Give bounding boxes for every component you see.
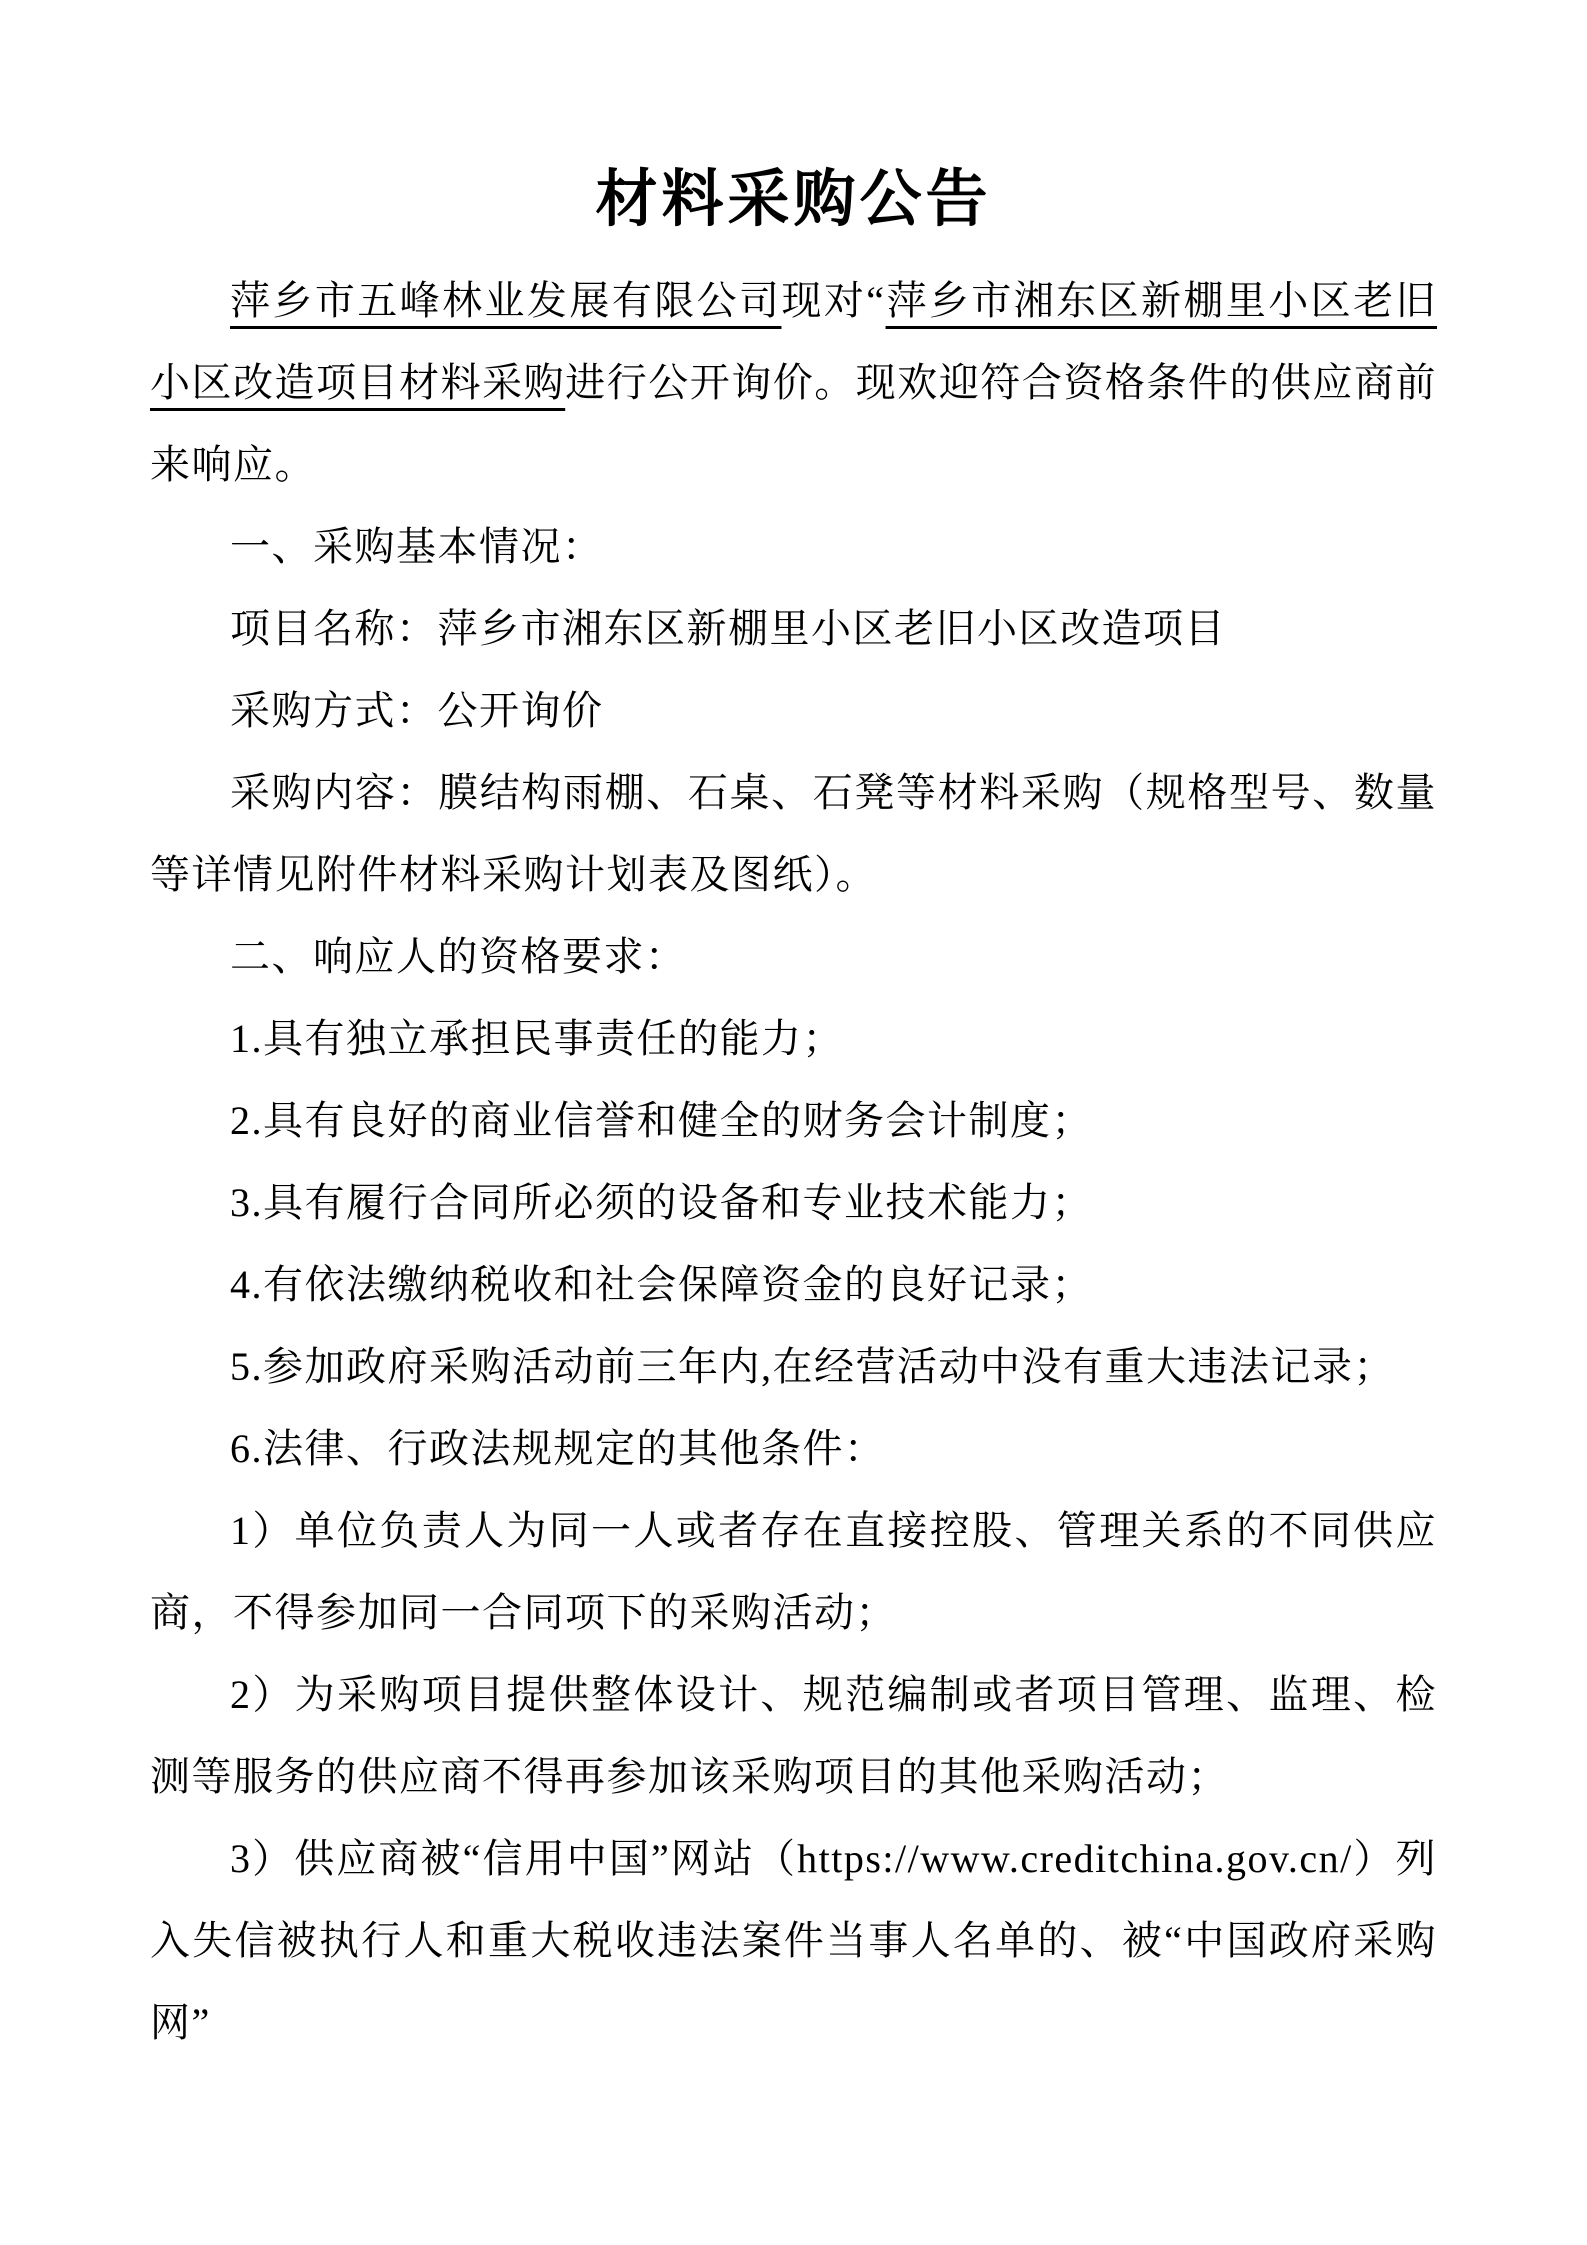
qualification-item-2: 2.具有良好的商业信誉和健全的财务会计制度； — [230, 1098, 1093, 1143]
section-1-heading: 一、采购基本情况： — [230, 524, 604, 569]
underlined-project-name: 萍乡市湘东区新棚里小区老旧小区改造项目材料采购 — [150, 278, 1437, 405]
intro-connector-text: 现对“ — [781, 278, 886, 323]
other-condition-3: 3）供应商被“信用中国”网站（https://www.creditchina.gov.cn/）列入失信被执行人和重大税收违法案件当事人名单的、被“中国政府采购网” — [150, 1836, 1437, 2045]
underlined-company-name: 萍乡市五峰林业发展有限公司 — [230, 278, 782, 323]
qualification-item-1: 1.具有独立承担民事责任的能力； — [230, 1016, 844, 1061]
intro-paragraph — [150, 260, 1437, 506]
section-2-heading: 二、响应人的资格要求： — [230, 934, 687, 979]
other-condition-1: 1）单位负责人为同一人或者存在直接控股、管理关系的不同供应商，不得参加同一合同项下的采购活动； — [150, 1508, 1437, 1635]
procurement-method-line: 采购方式：公开询价 — [230, 688, 604, 733]
procurement-content-line: 采购内容：膜结构雨棚、石桌、石凳等材料采购（规格型号、数量等详情见附件材料采购计划表及图纸）。 — [150, 770, 1437, 897]
qualification-item-6: 6.法律、行政法规规定的其他条件： — [230, 1426, 886, 1471]
other-condition-2: 2）为采购项目提供整体设计、规范编制或者项目管理、监理、检测等服务的供应商不得再参加该采购项目的其他采购活动； — [150, 1672, 1437, 1799]
qualification-item-4: 4.有依法缴纳税收和社会保障资金的良好记录； — [230, 1262, 1093, 1307]
qualification-item-3: 3.具有履行合同所必须的设备和专业技术能力； — [230, 1180, 1093, 1225]
qualification-item-5: 5.参加政府采购活动前三年内,在经营活动中没有重大违法记录； — [230, 1344, 1395, 1389]
document-title: 材料采购公告 — [595, 165, 992, 234]
project-name-line: 项目名称：萍乡市湘东区新棚里小区老旧小区改造项目 — [230, 606, 1226, 651]
intro-closing-text: 进行公开询价。现欢迎符合资格条件的供应商前来响应。 — [150, 360, 1438, 487]
